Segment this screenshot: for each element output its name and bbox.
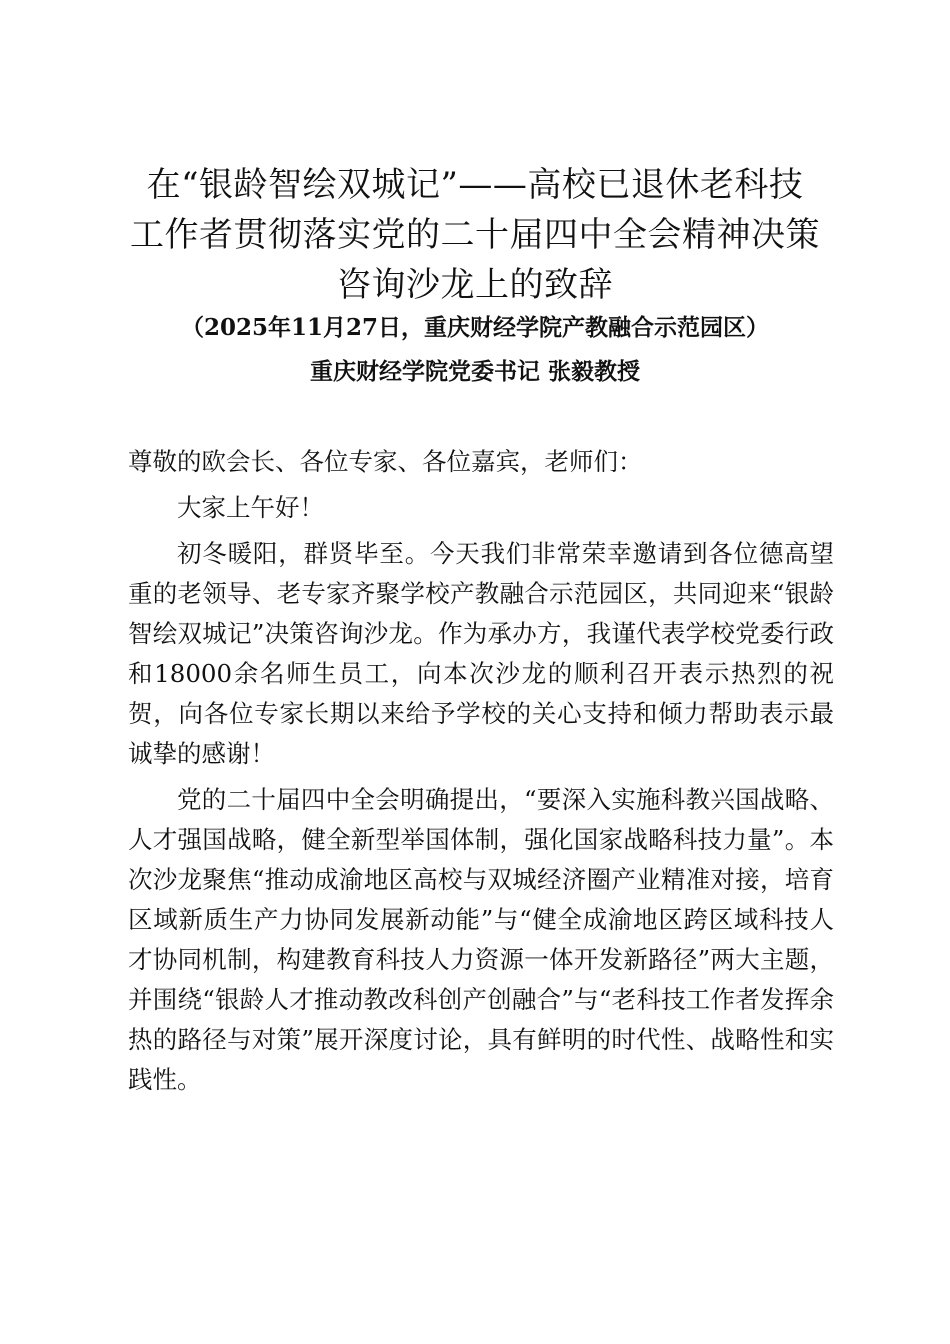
date-location: （2025年11月27日，重庆财经学院产教融合示范园区） bbox=[180, 314, 770, 341]
title-line-1: 在“银龄智绘双城记”——高校已退休老科技 bbox=[146, 165, 804, 205]
title-line-3: 咨询沙龙上的致辞 bbox=[337, 265, 613, 305]
title-line-2: 工作者贯彻落实党的二十届四中全会精神决策 bbox=[130, 215, 820, 255]
paragraph-welcome: 初冬暖阳，群贤毕至。今天我们非常荣幸邀请到各位德高望重的老领导、老专家齐聚学校产教融合示范园区，共同迎来“银龄智绘双城记”决策咨询沙龙。作为承办方，我谨代表学校党委行政和18000余名师生员工，向本次沙龙的顺利召开表示热烈的祝贺，向各位专家长期以来给予学校的关心支持和倾力帮助表示最诚挚的感谢！ bbox=[128, 539, 834, 768]
paragraph-topics: 党的二十届四中全会明确提出，“要深入实施科教兴国战略、人才强国战略，健全新型举国体制，强化国家战略科技力量”。本次沙龙聚焦“推动成渝地区高校与双城经济圈产业精准对接，培育区域新质生产力协同发展新动能”与“健全成渝地区跨区域科技人才协同机制，构建教育科技人力资源一体开发新路径”两大主题，并围绕“银龄人才推动教改科创产创融合”与“老科技工作者发挥余热的路径与对策”展开深度讨论，具有鲜明的时代性、战略性和实践性。 bbox=[128, 785, 834, 1094]
document-title bbox=[100, 160, 850, 310]
author-line: 重庆财经学院党委书记 张毅教授 bbox=[309, 358, 640, 385]
speech-body bbox=[128, 442, 834, 1106]
salutation: 尊敬的欧会长、各位专家、各位嘉宾，老师们： bbox=[128, 447, 643, 476]
paragraph-greeting: 大家上午好！ bbox=[177, 493, 324, 522]
